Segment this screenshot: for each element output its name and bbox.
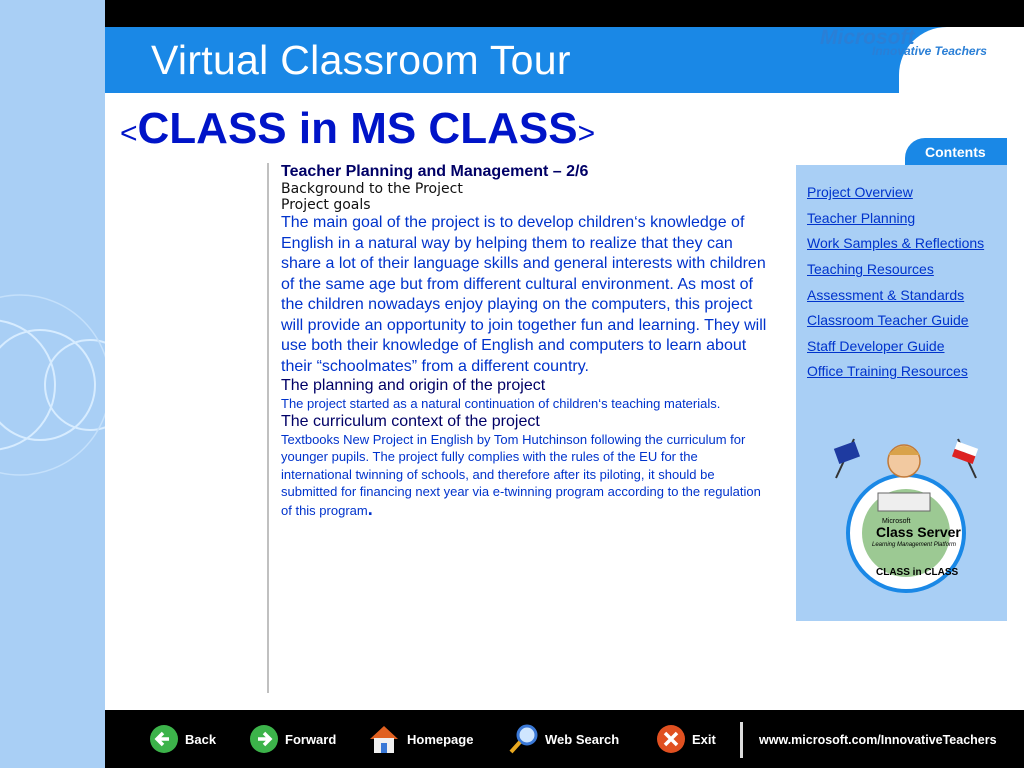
forward-label: Forward [285,731,337,747]
exit-button[interactable] [656,720,716,758]
link-teacher-planning[interactable]: Teacher Planning [807,210,916,226]
section-label-goals: Project goals [281,197,371,213]
badge-sub-text: Learning Management Platform [872,542,957,548]
site-url[interactable]: www.microsoft.com/InnovativeTeachers [759,733,997,747]
contents-panel [796,165,1007,621]
banner-title: Virtual Classroom Tour [151,37,571,83]
flag-left [834,441,860,464]
search-icon [507,723,539,755]
badge-ring-text: CLASS in CLASS [876,567,959,578]
badge-main-text: Class Server [876,524,961,540]
contents-tab [905,138,1007,166]
link-classroom-teacher-guide[interactable]: Classroom Teacher Guide [807,312,969,328]
bottom-nav-bar [105,710,1024,768]
main-content [281,163,769,519]
section-label-background: Background to the Project [281,181,463,197]
nav-separator [740,722,743,758]
web-search-label: Web Search [545,731,620,747]
link-assessment-standards[interactable]: Assessment & Standards [807,287,965,303]
back-button[interactable] [149,720,216,758]
homepage-button[interactable] [367,720,473,758]
curriculum-heading: The curriculum context of the project [281,412,540,430]
homepage-label: Homepage [407,731,474,747]
back-arrow-icon [149,724,179,754]
link-office-training[interactable]: Office Training Resources [807,363,968,379]
decorative-circles [0,0,105,768]
planning-heading: The planning and origin of the project [281,377,546,394]
curriculum-text: Textbooks New Project in English by Tom Hutchinson following the curriculum for younger pupils. The project fully complies with the rules of the EU for the international twinning of schools, and therefore after its piloting, it should be submitted for financing next year via e-twinning program according to the regulation of this program [281,431,761,518]
forward-button[interactable] [249,720,336,758]
open-bracket: < [120,117,138,150]
curriculum-end: . [367,498,373,519]
close-bracket: > [577,117,596,150]
planning-paragraph: The project started as a natural continuation of children‘s teaching materials. [281,396,721,411]
web-search-button[interactable] [507,720,619,758]
content-divider [267,163,269,693]
child-hair [888,446,920,455]
content-heading: Teacher Planning and Management – 2/6 [281,163,589,180]
class-in-class-badge [826,433,986,593]
innovative-teachers-logo: Innovative Teachers [872,44,987,58]
page-title [120,104,595,154]
badge-top-text: Microsoft [882,518,911,525]
exit-icon [656,724,686,754]
link-project-overview[interactable]: Project Overview [807,184,913,200]
exit-label: Exit [692,731,716,747]
contents-tab-label: Contents [925,144,986,160]
page-title-text: CLASS in MS CLASS [137,104,578,153]
forward-arrow-icon [249,724,279,754]
top-strip [105,0,1024,27]
left-decorative-rail [0,0,105,768]
link-teaching-resources[interactable]: Teaching Resources [807,261,934,277]
goal-paragraph: The main goal of the project is to develop children‘s knowledge of English in a natural way by helping them to realize that they can share a lot of their language skills and general interests with children of the same age but from different cultural environment. As most of the children nowadays enjoy playing on the computers, this project will provide an opportunity to join together fun and learning. They will use both their knowledge of English and computers to learn about their “schoolmates” from a different country. [281,214,767,375]
back-label: Back [185,731,217,747]
curriculum-paragraph [281,431,769,520]
home-icon [367,723,401,755]
open-book [878,493,930,511]
link-work-samples[interactable]: Work Samples & Reflections [807,235,985,251]
link-staff-developer-guide[interactable]: Staff Developer Guide [807,338,945,354]
microsoft-logo: Microsoft [820,26,915,49]
brand-tab [899,27,1024,93]
